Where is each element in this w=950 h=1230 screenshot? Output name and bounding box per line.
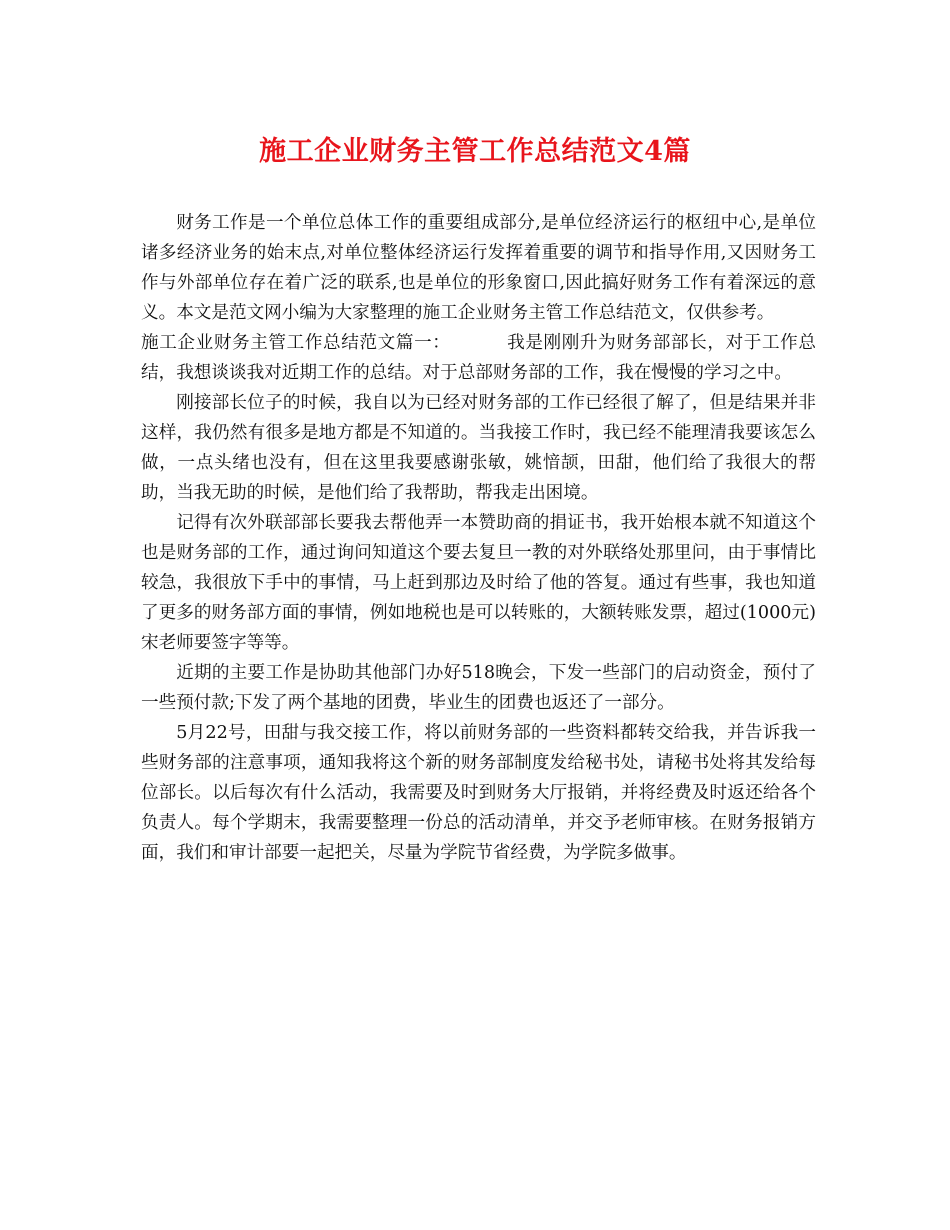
paragraph-recent-work: 近期的主要工作是协助其他部门办好518晚会，下发一些部门的启动资金，预付了一些预付款;下发了两个基地的团费，毕业生的团费也返还了一部分。 [141,663,816,713]
document-body [141,208,816,868]
paragraph-sponsor-certificate: 记得有次外联部部长要我去帮他弄一本赞助商的捐证书，我开始根本就不知道这个也是财务部的工作，通过询问知道这个要去复旦一教的对外联络处那里问，由于事情比较急，我很放下手中的事情，马上赶到那边及时给了他的答复。通过有些事，我也知道了更多的财务部方面的事情，例如地税也是可以转账的，大额转账发票，超过(1000元)宋老师要签字等等。 [141,513,816,653]
paragraph-taking-over: 刚接部长位子的时候，我自以为已经对财务部的工作已经很了解了，但是结果并非这样，我仍然有很多是地方都是不知道的。当我接工作时，我已经不能理清我要该怎么做，一点头绪也没有，但在这里我要感谢张敏，姚愔颉，田甜，他们给了我很大的帮助，当我无助的时候，是他们给了我帮助，帮我走出困境。 [141,393,816,503]
document-title: 施工企业财务主管工作总结范文4篇 [259,136,691,167]
section-one-heading: 施工企业财务主管工作总结范文篇一： [141,333,451,353]
intro-paragraph: 财务工作是一个单位总体工作的重要组成部分,是单位经济运行的枢纽中心,是单位诸多经济业务的始末点,对单位整体经济运行发挥着重要的调节和指导作用,又因财务工作与外部单位存在着广泛的联系,也是单位的形象窗口,因此搞好财务工作有着深远的意义。本文是范文网小编为大家整理的施工企业财务主管工作总结范文，仅供参考。 [141,213,816,323]
paragraph-handover: 5月22号，田甜与我交接工作，将以前财务部的一些资料都转交给我，并告诉我一些财务部的注意事项，通知我将这个新的财务部制度发给秘书处，请秘书处将其发给每位部长。以后每次有什么活动，我需要及时到财务大厅报销，并将经费及时返还给各个负责人。每个学期末，我需要整理一份总的活动清单，并交予老师审核。在财务报销方面，我们和审计部要一起把关，尽量为学院节省经费，为学院多做事。 [141,723,816,863]
section-one-text: 我是刚刚升为财务部部长，对于工作总结，我想谈谈我对近期工作的总结。对于总部财务部的工作，我在慢慢的学习之中。 [141,333,816,383]
section-one-paragraph [141,328,816,388]
